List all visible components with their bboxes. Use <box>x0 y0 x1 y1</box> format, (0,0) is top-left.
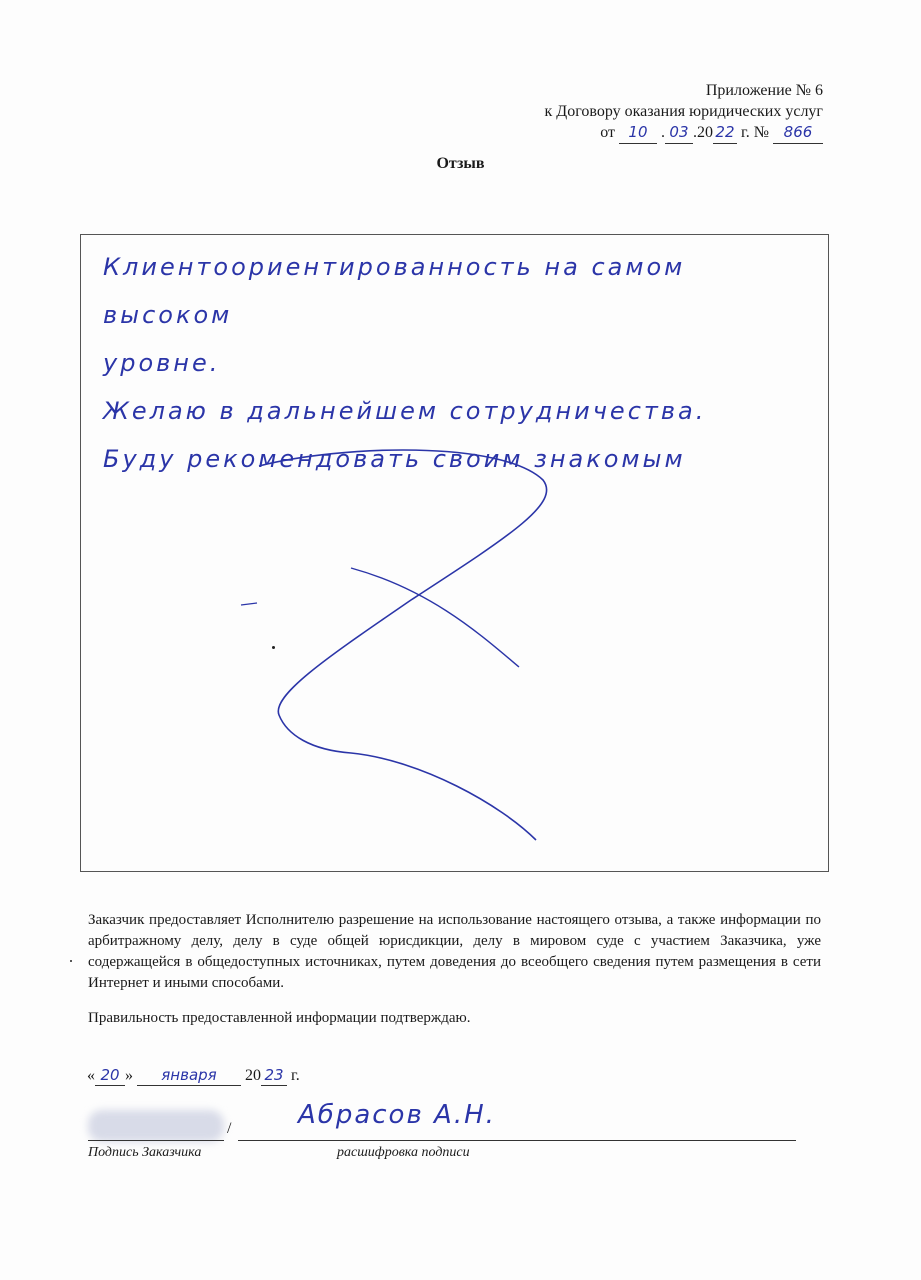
signing-year-blank <box>261 1066 287 1086</box>
contract-day-blank <box>619 122 657 144</box>
year-prefix: .20 <box>692 124 713 141</box>
document-header <box>545 80 823 144</box>
signing-month-blank <box>137 1066 241 1086</box>
quote-close: » <box>125 1067 133 1084</box>
contract-label: к Договору оказания юридических услуг <box>544 103 823 120</box>
contract-month-blank <box>665 122 693 144</box>
contract-number: 866 <box>783 123 813 141</box>
redacted-signature <box>88 1110 224 1142</box>
review-line: Буду рекомендовать своим знакомым <box>103 445 686 473</box>
signature-slash: / <box>227 1120 232 1137</box>
number-prefix: г. № <box>740 124 769 141</box>
contract-year: 22 <box>715 123 735 141</box>
contract-day: 10 <box>628 123 648 141</box>
contract-number-blank <box>773 122 823 144</box>
signing-month: января <box>161 1066 217 1084</box>
appendix-label: Приложение № 6 <box>705 82 823 99</box>
signing-year-prefix: 20 <box>245 1067 261 1084</box>
confirmation-text: Правильность предоставленной информации подтверждаю. <box>88 1010 471 1026</box>
handwritten-name: Абрасов А.Н. <box>298 1100 496 1130</box>
signing-date-line <box>87 1066 300 1086</box>
strikeout-z-mark <box>81 235 830 873</box>
signing-day: 20 <box>100 1066 120 1084</box>
signing-day-blank <box>95 1066 125 1086</box>
contract-year-blank <box>713 122 737 144</box>
quote-open: « <box>87 1067 95 1084</box>
ink-dot <box>272 646 275 649</box>
page-title: Отзыв <box>436 155 485 172</box>
contract-date-line: от 10 . 03 .20 22 г. № 866 <box>545 122 823 144</box>
signature-underline <box>88 1140 224 1141</box>
z-cross-stroke <box>351 568 519 667</box>
caption-signature: Подпись Заказчика <box>88 1145 202 1160</box>
signing-year: 23 <box>264 1066 284 1084</box>
review-line: Желаю в дальнейшем сотрудничества. <box>103 397 707 425</box>
stray-mark <box>241 603 257 605</box>
year-suffix-label: г. <box>291 1067 300 1084</box>
date-prefix: от <box>600 124 615 141</box>
ink-dot <box>70 960 72 962</box>
review-line: уровне. <box>103 349 221 377</box>
consent-paragraph: Заказчик предоставляет Исполнителю разрешение на использование настоящего отзыва, а также информации по арбитражному делу, делу в суде общей юрисдикции, делу в мировом суде с участием Заказчика, уже содержащейся в общедоступных источниках, путем доведения до всеобщего сведения путем размещения в сети Интернет и иными способами. <box>88 912 821 991</box>
caption-decoding: расшифровка подписи <box>337 1145 470 1160</box>
signature-row <box>88 1100 796 1140</box>
decoding-underline <box>238 1140 796 1141</box>
contract-month: 03 <box>669 123 689 141</box>
review-box <box>80 234 829 872</box>
review-line: Клиентоориентированность на самом высоком <box>103 253 686 329</box>
z-stroke <box>259 450 547 840</box>
